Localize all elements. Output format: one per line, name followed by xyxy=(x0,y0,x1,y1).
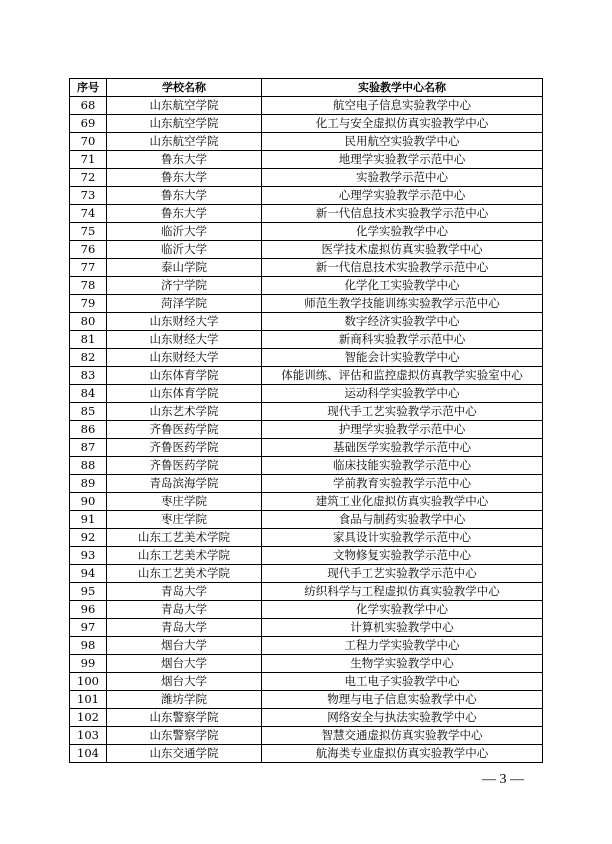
cell-school: 烟台大学 xyxy=(107,673,262,691)
cell-school: 山东体育学院 xyxy=(107,367,262,385)
cell-index: 91 xyxy=(70,511,107,529)
cell-index: 87 xyxy=(70,439,107,457)
cell-index: 83 xyxy=(70,367,107,385)
table-row xyxy=(70,367,543,385)
cell-school: 山东工艺美术学院 xyxy=(107,529,262,547)
cell-index: 98 xyxy=(70,637,107,655)
cell-index: 76 xyxy=(70,241,107,259)
table-row xyxy=(70,493,543,511)
table-row xyxy=(70,637,543,655)
cell-index: 85 xyxy=(70,403,107,421)
table-row xyxy=(70,529,543,547)
cell-center: 心理学实验教学示范中心 xyxy=(262,187,543,205)
table-row xyxy=(70,691,543,709)
table-row xyxy=(70,223,543,241)
cell-index: 99 xyxy=(70,655,107,673)
cell-school: 齐鲁医药学院 xyxy=(107,457,262,475)
cell-school: 青岛大学 xyxy=(107,619,262,637)
cell-index: 93 xyxy=(70,547,107,565)
table-row xyxy=(70,673,543,691)
cell-school: 临沂大学 xyxy=(107,241,262,259)
cell-index: 80 xyxy=(70,313,107,331)
table-row xyxy=(70,475,543,493)
cell-index: 71 xyxy=(70,151,107,169)
cell-center: 家具设计实验教学示范中心 xyxy=(262,529,543,547)
cell-center: 智慧交通虚拟仿真实验教学中心 xyxy=(262,727,543,745)
cell-school: 山东体育学院 xyxy=(107,385,262,403)
cell-school: 鲁东大学 xyxy=(107,169,262,187)
cell-center: 护理学实验教学示范中心 xyxy=(262,421,543,439)
cell-center: 现代手工艺实验教学示范中心 xyxy=(262,565,543,583)
cell-center: 民用航空实验教学中心 xyxy=(262,133,543,151)
table-row xyxy=(70,187,543,205)
table-row xyxy=(70,385,543,403)
cell-index: 100 xyxy=(70,673,107,691)
cell-center: 数字经济实验教学中心 xyxy=(262,313,543,331)
cell-index: 101 xyxy=(70,691,107,709)
cell-center: 航海类专业虚拟仿真实验教学中心 xyxy=(262,745,543,763)
cell-index: 89 xyxy=(70,475,107,493)
cell-school: 临沂大学 xyxy=(107,223,262,241)
cell-school: 菏泽学院 xyxy=(107,295,262,313)
cell-index: 92 xyxy=(70,529,107,547)
cell-center: 化学实验教学中心 xyxy=(262,601,543,619)
table-row xyxy=(70,97,543,115)
table-row xyxy=(70,331,543,349)
cell-center: 体能训练、评估和监控虚拟仿真教学实验室中心 xyxy=(262,367,543,385)
cell-index: 95 xyxy=(70,583,107,601)
cell-school: 山东财经大学 xyxy=(107,331,262,349)
cell-school: 山东航空学院 xyxy=(107,97,262,115)
cell-index: 82 xyxy=(70,349,107,367)
cell-index: 81 xyxy=(70,331,107,349)
cell-center: 现代手工艺实验教学示范中心 xyxy=(262,403,543,421)
cell-school: 青岛大学 xyxy=(107,583,262,601)
cell-index: 102 xyxy=(70,709,107,727)
table-row xyxy=(70,241,543,259)
cell-school: 山东航空学院 xyxy=(107,133,262,151)
table-row xyxy=(70,151,543,169)
cell-school: 山东工艺美术学院 xyxy=(107,547,262,565)
header-school: 学校名称 xyxy=(107,79,262,97)
cell-center: 物理与电子信息实验教学中心 xyxy=(262,691,543,709)
cell-school: 鲁东大学 xyxy=(107,187,262,205)
cell-index: 75 xyxy=(70,223,107,241)
cell-school: 山东航空学院 xyxy=(107,115,262,133)
table-row xyxy=(70,205,543,223)
cell-center: 实验教学示范中心 xyxy=(262,169,543,187)
cell-center: 文物修复实验教学示范中心 xyxy=(262,547,543,565)
table-row xyxy=(70,349,543,367)
table-row xyxy=(70,583,543,601)
cell-center: 新一代信息技术实验教学示范中心 xyxy=(262,259,543,277)
cell-index: 73 xyxy=(70,187,107,205)
header-center: 实验教学中心名称 xyxy=(262,79,543,97)
table-row xyxy=(70,313,543,331)
cell-school: 山东警察学院 xyxy=(107,727,262,745)
cell-school: 枣庄学院 xyxy=(107,511,262,529)
table-row xyxy=(70,745,543,763)
table-row xyxy=(70,133,543,151)
cell-index: 86 xyxy=(70,421,107,439)
table-row xyxy=(70,727,543,745)
cell-index: 104 xyxy=(70,745,107,763)
cell-center: 化学实验教学中心 xyxy=(262,223,543,241)
cell-center: 工程力学实验教学中心 xyxy=(262,637,543,655)
cell-school: 鲁东大学 xyxy=(107,205,262,223)
cell-center: 网络安全与执法实验教学中心 xyxy=(262,709,543,727)
cell-center: 运动科学实验教学中心 xyxy=(262,385,543,403)
cell-center: 航空电子信息实验教学中心 xyxy=(262,97,543,115)
cell-center: 医学技术虚拟仿真实验教学中心 xyxy=(262,241,543,259)
table-row xyxy=(70,403,543,421)
cell-center: 电工电子实验教学中心 xyxy=(262,673,543,691)
cell-school: 枣庄学院 xyxy=(107,493,262,511)
table-row xyxy=(70,439,543,457)
cell-index: 69 xyxy=(70,115,107,133)
cell-index: 77 xyxy=(70,259,107,277)
cell-index: 84 xyxy=(70,385,107,403)
cell-school: 山东财经大学 xyxy=(107,313,262,331)
table-row xyxy=(70,457,543,475)
table-row xyxy=(70,709,543,727)
cell-center: 学前教育实验教学示范中心 xyxy=(262,475,543,493)
cell-index: 103 xyxy=(70,727,107,745)
cell-center: 师范生教学技能训练实验教学示范中心 xyxy=(262,295,543,313)
cell-index: 72 xyxy=(70,169,107,187)
cell-center: 新一代信息技术实验教学示范中心 xyxy=(262,205,543,223)
table-row xyxy=(70,277,543,295)
centers-table xyxy=(69,78,543,763)
cell-index: 79 xyxy=(70,295,107,313)
cell-school: 山东工艺美术学院 xyxy=(107,565,262,583)
table-row xyxy=(70,259,543,277)
table-row xyxy=(70,421,543,439)
cell-school: 济宁学院 xyxy=(107,277,262,295)
table-row xyxy=(70,169,543,187)
cell-center: 食品与制药实验教学中心 xyxy=(262,511,543,529)
cell-index: 97 xyxy=(70,619,107,637)
table-row xyxy=(70,511,543,529)
table-header-row xyxy=(70,79,543,97)
cell-center: 化工与安全虚拟仿真实验教学中心 xyxy=(262,115,543,133)
cell-center: 智能会计实验教学中心 xyxy=(262,349,543,367)
cell-school: 齐鲁医药学院 xyxy=(107,421,262,439)
cell-center: 生物学实验教学中心 xyxy=(262,655,543,673)
cell-index: 78 xyxy=(70,277,107,295)
cell-center: 新商科实验教学示范中心 xyxy=(262,331,543,349)
table-row xyxy=(70,115,543,133)
cell-index: 94 xyxy=(70,565,107,583)
cell-school: 鲁东大学 xyxy=(107,151,262,169)
page-number: — 3 — xyxy=(482,772,524,787)
table-row xyxy=(70,601,543,619)
cell-school: 山东警察学院 xyxy=(107,709,262,727)
table-row xyxy=(70,565,543,583)
cell-center: 建筑工业化虚拟仿真实验教学中心 xyxy=(262,493,543,511)
table-row xyxy=(70,655,543,673)
cell-index: 88 xyxy=(70,457,107,475)
cell-index: 74 xyxy=(70,205,107,223)
cell-center: 计算机实验教学中心 xyxy=(262,619,543,637)
cell-school: 青岛滨海学院 xyxy=(107,475,262,493)
cell-school: 烟台大学 xyxy=(107,637,262,655)
cell-center: 化学化工实验教学中心 xyxy=(262,277,543,295)
cell-center: 临床技能实验教学示范中心 xyxy=(262,457,543,475)
cell-index: 90 xyxy=(70,493,107,511)
cell-school: 齐鲁医药学院 xyxy=(107,439,262,457)
cell-index: 96 xyxy=(70,601,107,619)
cell-center: 纺织科学与工程虚拟仿真实验教学中心 xyxy=(262,583,543,601)
cell-center: 基础医学实验教学示范中心 xyxy=(262,439,543,457)
cell-school: 潍坊学院 xyxy=(107,691,262,709)
table-row xyxy=(70,547,543,565)
cell-index: 68 xyxy=(70,97,107,115)
cell-school: 山东艺术学院 xyxy=(107,403,262,421)
header-index: 序号 xyxy=(70,79,107,97)
cell-school: 烟台大学 xyxy=(107,655,262,673)
cell-school: 山东财经大学 xyxy=(107,349,262,367)
cell-school: 山东交通学院 xyxy=(107,745,262,763)
cell-school: 青岛大学 xyxy=(107,601,262,619)
table-row xyxy=(70,295,543,313)
cell-index: 70 xyxy=(70,133,107,151)
cell-center: 地理学实验教学示范中心 xyxy=(262,151,543,169)
table-row xyxy=(70,619,543,637)
cell-school: 泰山学院 xyxy=(107,259,262,277)
